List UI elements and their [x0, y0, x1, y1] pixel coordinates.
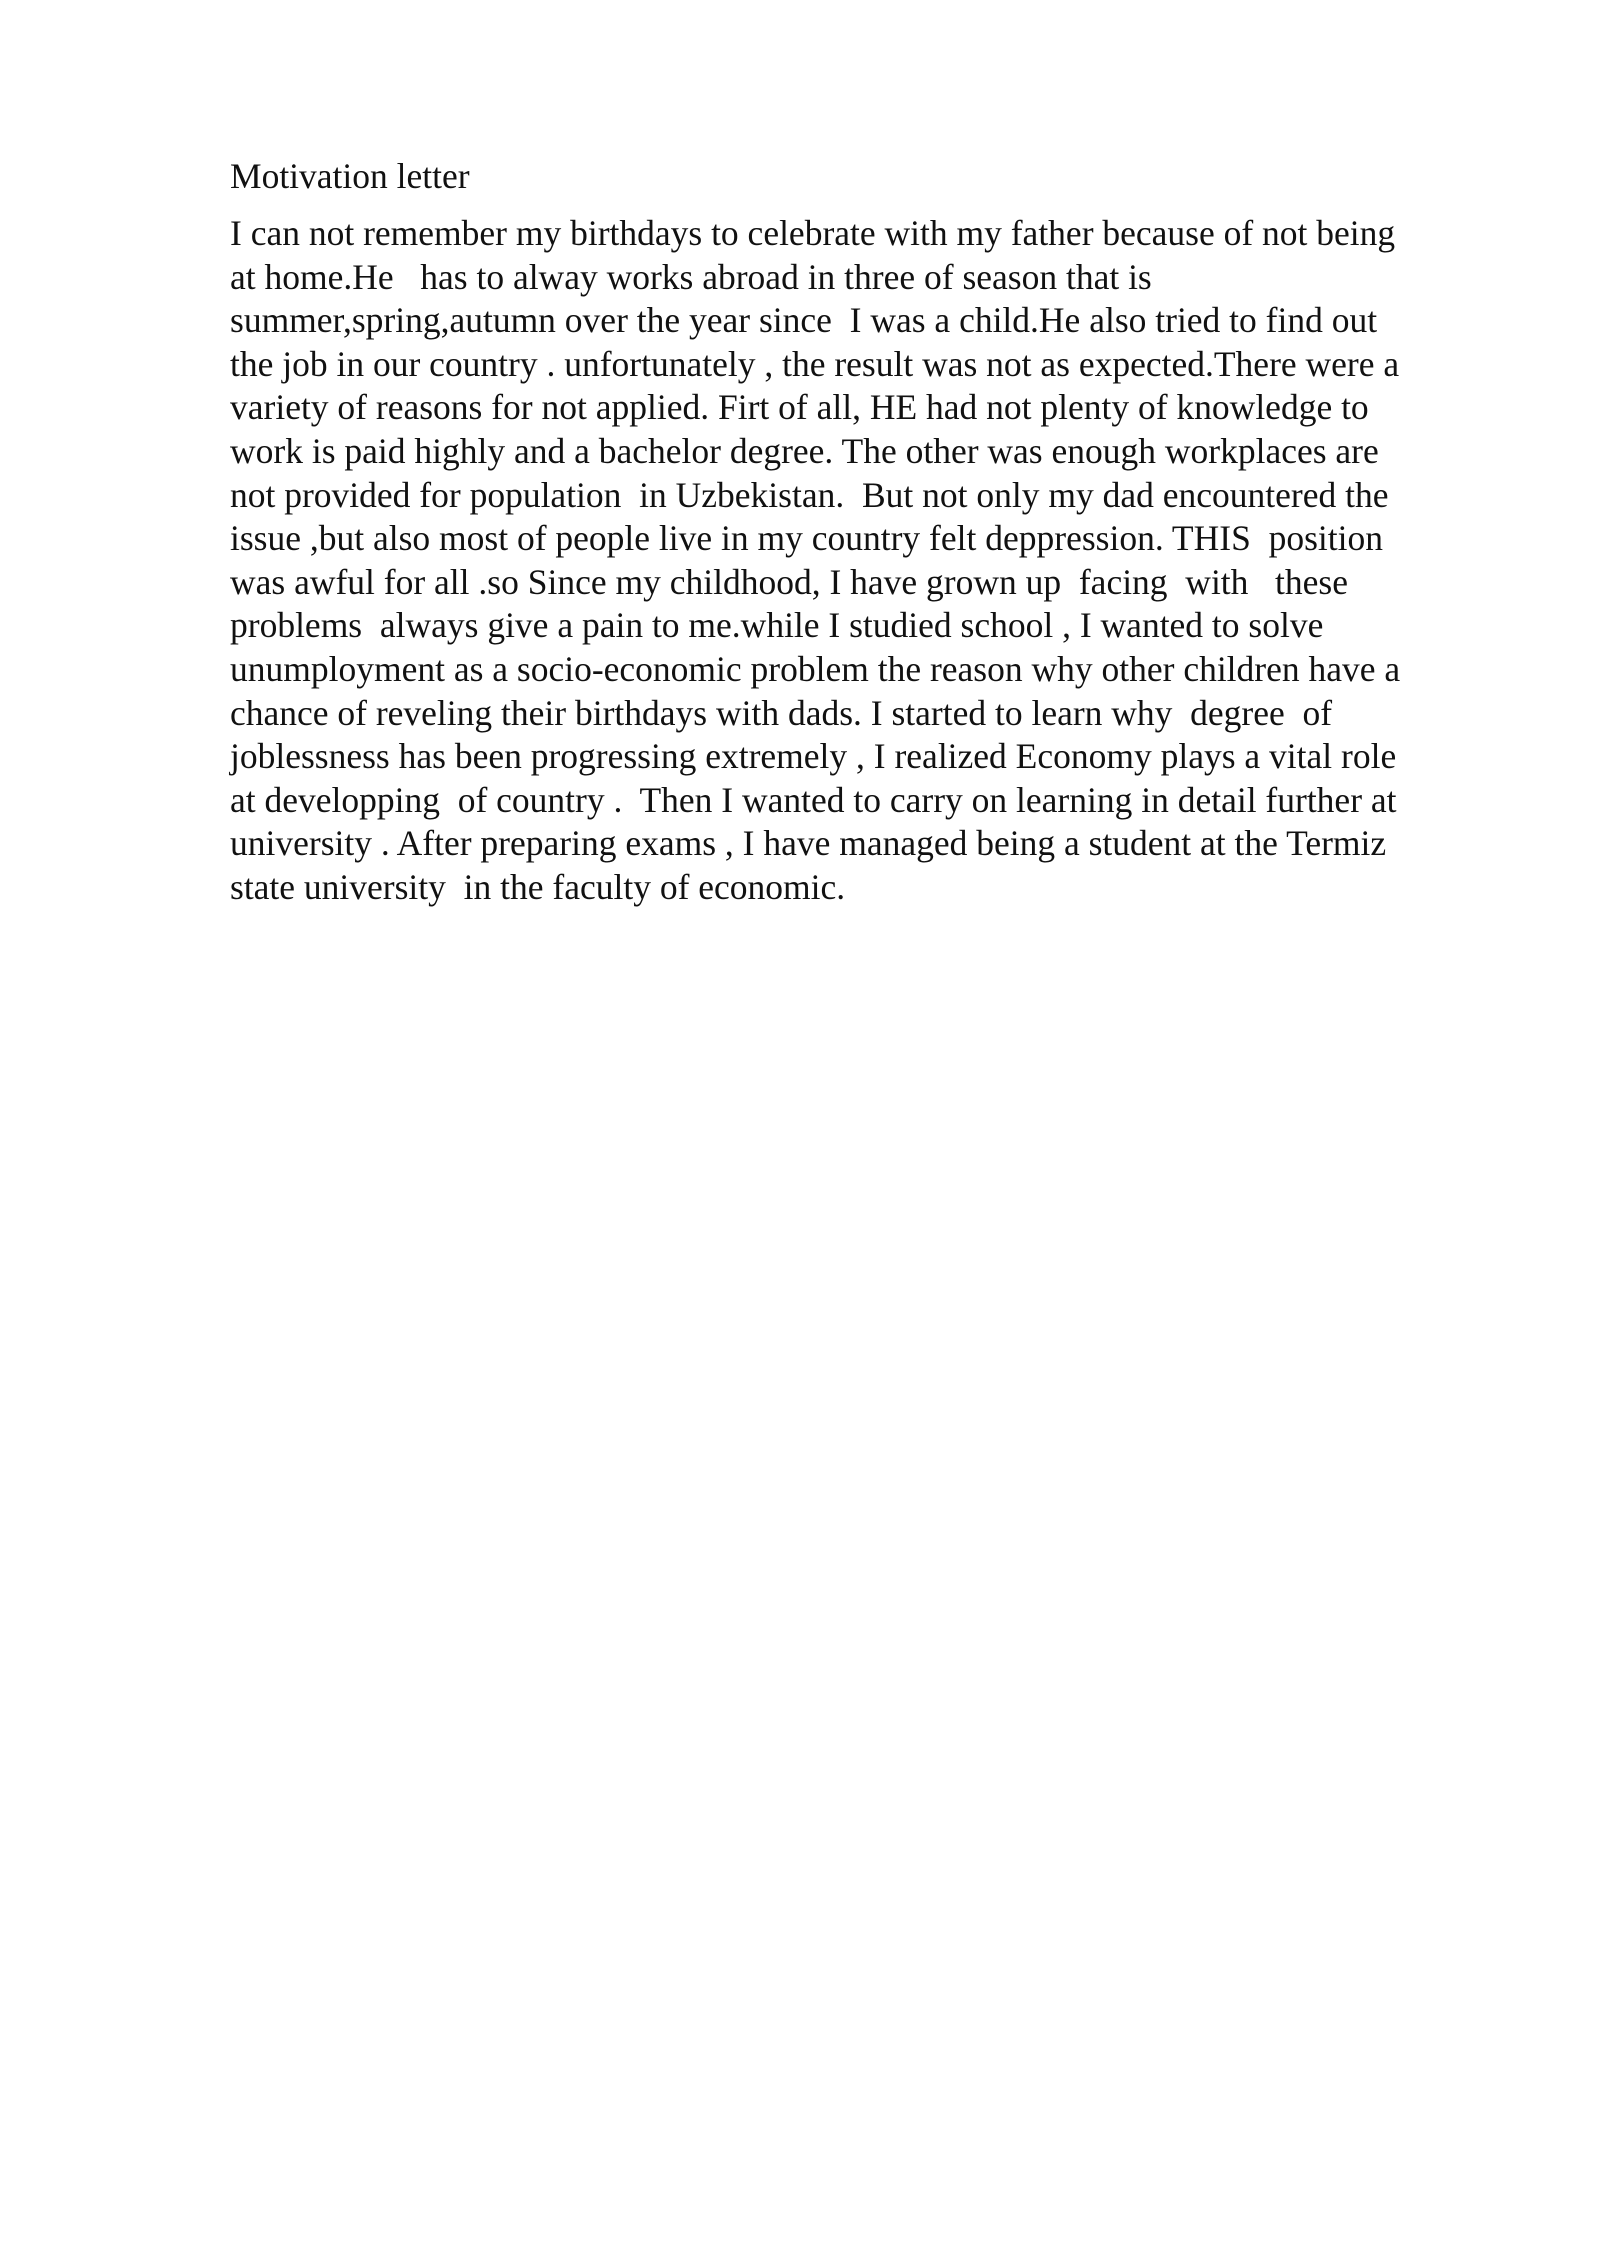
paragraph-line: variety of reasons for not applied. Firt of all, HE had not plenty of knowledge to: [230, 387, 1369, 428]
paragraph-line: joblessness has been progressing extremely , I realized Economy plays a vital role: [230, 736, 1397, 777]
paragraph-line: not provided for population in Uzbekistan. But not only my dad encountered the: [230, 474, 1389, 515]
document-body: [230, 150, 1490, 910]
paragraph-line: chance of reveling their birthdays with dads. I started to learn why degree of: [230, 692, 1333, 733]
paragraph-line: was awful for all .so Since my childhood, I have grown up facing with these: [230, 561, 1348, 602]
paragraph-line: at developping of country . Then I wanted to carry on learning in detail further at: [230, 779, 1397, 820]
paragraph-line: university . After preparing exams , I have managed being a student at the Termiz: [230, 823, 1387, 864]
document-title: Motivation letter: [230, 156, 470, 196]
paragraph-line: the job in our country . unfortunately , the result was not as expected.There were a: [230, 343, 1400, 384]
paragraph-line: state university in the faculty of economic.: [230, 866, 846, 907]
paragraph-line: work is paid highly and a bachelor degree. The other was enough workplaces are: [230, 430, 1379, 471]
paragraph-line: unumployment as a socio-economic problem the reason why other children have a: [230, 648, 1401, 689]
paragraph-line: problems always give a pain to me.while I studied school , I wanted to solve: [230, 605, 1324, 646]
paragraph-line: at home.He has to alway works abroad in three of season that is: [230, 256, 1152, 297]
letter-paragraph: [230, 212, 1490, 910]
paragraph-line: I can not remember my birthdays to celebrate with my father because of not being: [230, 213, 1396, 253]
paragraph-line: summer,spring,autumn over the year since I was a child.He also tried to find out: [230, 300, 1378, 341]
paragraph-line: issue ,but also most of people live in my country felt deppression. THIS position: [230, 518, 1383, 559]
